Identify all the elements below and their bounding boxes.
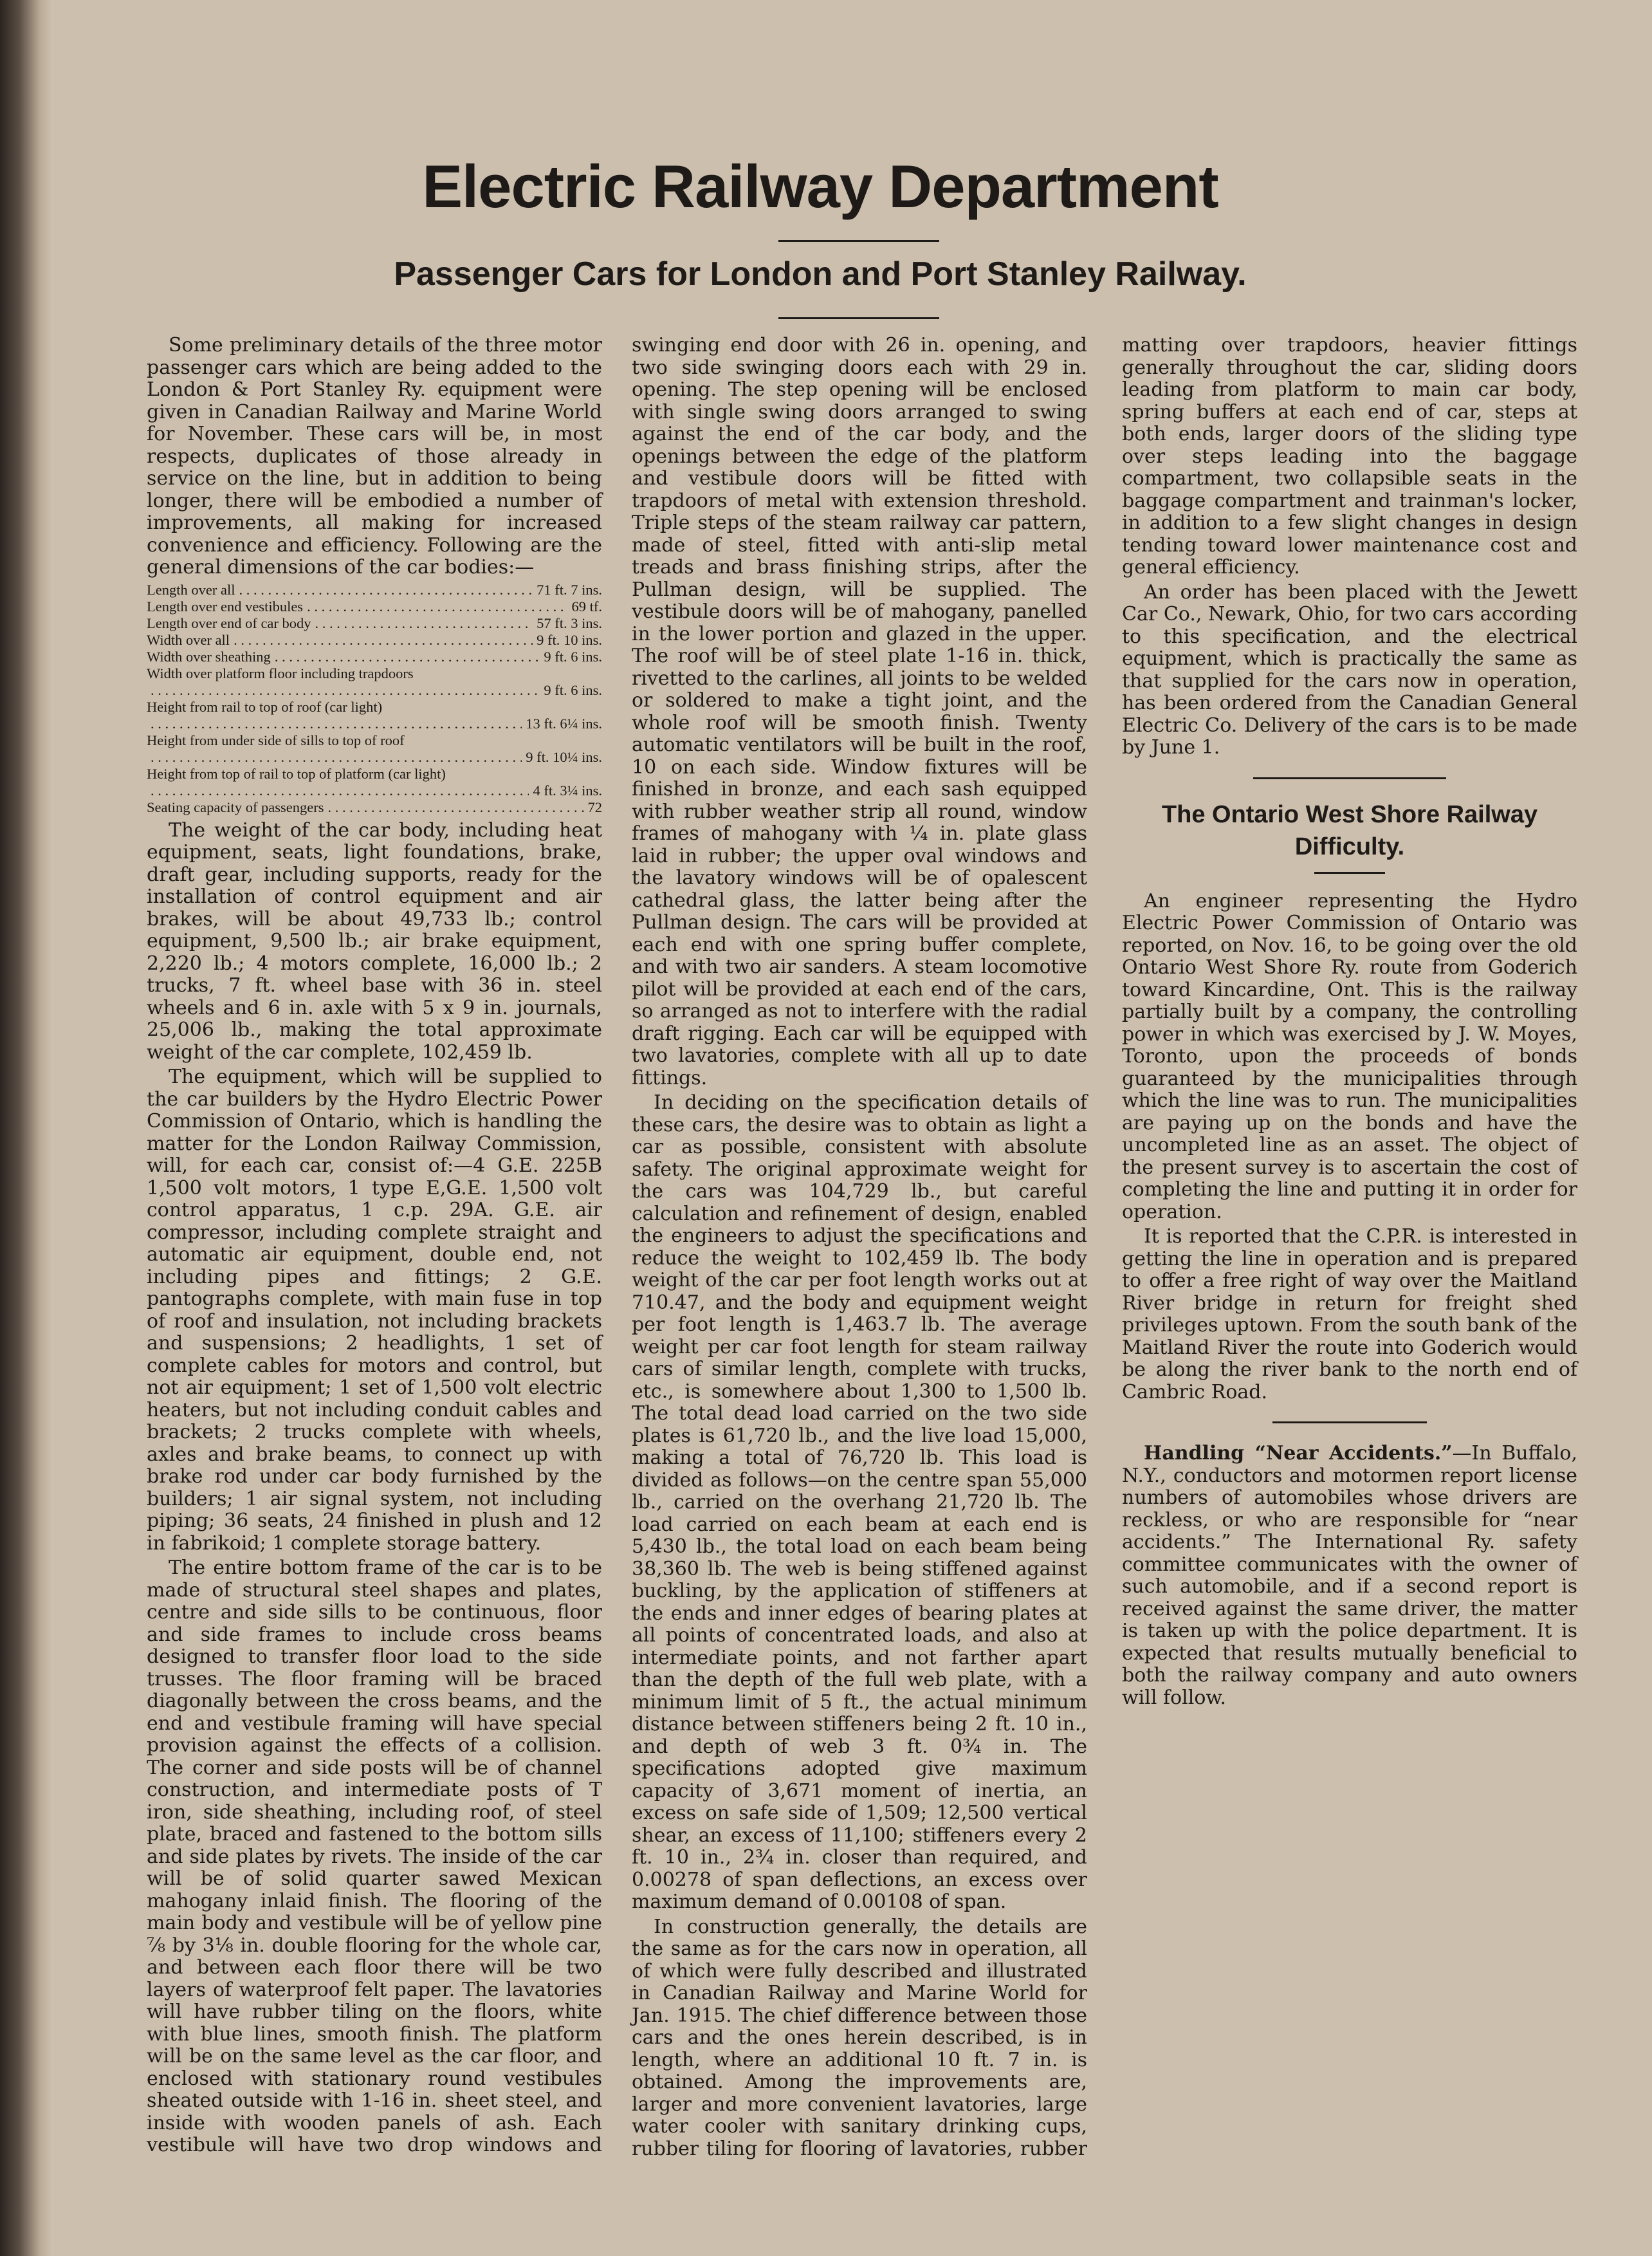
dimension-value: 72 bbox=[587, 799, 602, 815]
ontario-paragraph: It is reported that the C.P.R. is interested in getting the line in operation and is prepared to offer a free right of way over the Maitland River bridge in return for freight shed privileges uptown. From the south bank of the Maitland River the route into Goderich would be along the river bank to the north end of Cambric Road. bbox=[1122, 1225, 1577, 1403]
title-rule bbox=[778, 240, 939, 242]
near-accidents-text: —In Buffalo, N.Y., conductors and motormen report license numbers of automobiles whose drivers are reckless, or who are responsible for “near accidents.” The International Ry. safety committee communicates with the owner of such automobile, and if a second report is received against the same driver, the matter is taken up with the police department. It is expected that results mutually beneficial to both the railway company and auto owners will follow. bbox=[1122, 1442, 1577, 1709]
dimension-row bbox=[147, 632, 602, 649]
near-accidents-heading: Handling “Near Accidents.” bbox=[1144, 1442, 1453, 1465]
body-paragraph: An order has been placed with the Jewett Car Co., Newark, Ohio, for two cars according to this specification, and the electrical equipment, which is practically the same as that supplied for the cars now in operation, has been ordered from the Canadian General Electric Co. Delivery of the cars is to be made by June 1. bbox=[1122, 580, 1577, 759]
dimension-value: 9 ft. 6 ins. bbox=[544, 648, 602, 665]
ontario-paragraph: An engineer representing the Hydro Electric Power Commission of Ontario was reported, on Nov. 16, to be going over the old Ontario West Shore Ry. route from Goderich toward Kincardine, Ont. This is the railway partially built by a company, the controlling power in which was exercised by J. W. Moyes, Toronto, upon the proceeds of bonds guaranteed by the municipalities through which the line was to run. The municipalities are paying up on the bonds and have the uncompleted line as an asset. The object of the present survey is to ascertain the cost of completing the line and putting it in order for operation. bbox=[1122, 889, 1577, 1223]
dimension-value: 13 ft. 6¼ ins. bbox=[526, 715, 602, 732]
dimension-label: Height from top of rail to top of platform (car light) bbox=[147, 765, 446, 782]
dimension-row bbox=[147, 682, 602, 699]
dimension-value: 69 tf. bbox=[571, 598, 602, 615]
dimension-row bbox=[147, 649, 602, 665]
dimension-value: 4 ft. 3¼ ins. bbox=[533, 782, 602, 799]
section-rule bbox=[1314, 872, 1385, 874]
dimension-label: Length over end of car body bbox=[147, 615, 311, 631]
section-rule bbox=[1272, 1421, 1427, 1423]
body-paragraph: matting over trapdoors, heavier fittings generally throughout the car, sliding doors leading from platform to main car body, spring buffers at each end of car, steps at both ends, larger doors of the sliding type over steps leading into the baggage compartment, two collapsible seats in the baggage compartment and trainman's locker, in addition to a few slight changes in design tending toward lower maintenance cost and general efficiency. bbox=[1122, 334, 1577, 578]
dimension-value: 9 ft. 10 ins. bbox=[537, 631, 602, 648]
dimension-label: Height from rail to top of roof (car light) bbox=[147, 698, 383, 715]
body-paragraph: The weight of the car body, including heat equipment, seats, light foundations, brake, draft gear, including supports, ready for the installation of control equipment and air brakes, will be about 49,733 lb.; control equipment, 9,500 lb.; air brake equipment, 2,220 lb.; 4 motors complete, 16,000 lb.; 2 trucks, 7 ft. wheel base with 36 in. steel wheels and 6 in. axle with 5 x 9 in. journals, 25,006 lb., making the total approximate weight of the car complete, 102,459 lb. bbox=[147, 818, 602, 1064]
book-binding-edge bbox=[0, 0, 51, 2256]
body-paragraph: The equipment, which will be supplied to the car builders by the Hydro Electric Power Commission of Ontario, which is handling the matter for the London Railway Commission, will, for each car, consist of:—4 G.E. 225B 1,500 volt motors, 1 type E,G.E. 1,500 volt control apparatus, 1 c.p. 29A. G.E. air compressor, including complete straight and automatic air equipment, double end, not including pipes and fittings; 2 G.E. pantographs complete, with main fuse in top of roof and insulation, not including brackets and suspensions; 2 headlights, 1 set of complete cables for motors and control, but not air equipment; 1 set of 1,500 volt electric heaters, but not including conduit cables and brackets; 2 trucks complete with wheels, axles and brake beams, to connect up with brake rod under car body furnished by the builders; 1 air signal system, not including piping; 36 seats, 24 finished in plush and 12 in fabrikoid; 1 complete storage battery. bbox=[147, 1066, 602, 1555]
column-3 bbox=[1122, 335, 1577, 1712]
dimension-label: Width over all bbox=[147, 631, 230, 648]
dimension-label: Width over platform floor including trapdoors bbox=[147, 665, 414, 681]
dimension-row bbox=[147, 749, 602, 766]
dimension-row bbox=[147, 716, 602, 732]
dimension-row bbox=[147, 799, 602, 816]
ontario-section-title: The Ontario West Shore Railway Difficulty. bbox=[1161, 800, 1538, 860]
dimension-value: 71 ft. 7 ins. bbox=[537, 581, 602, 598]
dimension-label: Seating capacity of passengers bbox=[147, 799, 324, 815]
dimension-row bbox=[147, 782, 602, 799]
body-paragraph: The entire bottom frame of the car is to be made of structural steel shapes and plates, centre and side sills to be continuous, floor and side frames to include cross beams designed to transfer floor load to the side trusses. The floor framing will be braced diagonally between the cross beams, and the end and vestibule framing will have special provision against the effects of a collision. The corner and side posts will be of channel construction, and intermediate posts of T iron, side sheathing, including roof, of steel plate, braced and fastened to the bottom sills and side plates by rivets. The inside of the car will be of solid quarter sawed Mexican mahogany inlaid finish. The flooring of the main body and vestibule will be of yellow pine ⅞ by 3⅛ in. double flooring for the whole car, and between each floor there will be two layers of waterproof felt paper. The lavatories will have rubber tiling on the floors, white with blue lines, smooth finish. The platform will be on the same level as the car floor, and enclosed with stationary round vestibules sheated outside with 1-16 in. sheet steel, and inside with wooden panels of ash. Each vestibule will have two drop windows and bbox=[147, 1557, 602, 2156]
body-paragraph: In construction generally, the details are the same as for the cars now in operation, all of which were fully described and illustrated in Canadian Railway and Marine World for Jan. 1915. The chief difference between those cars and the ones herein described, is in length, where an additional 10 ft. 7 in. is obtained. Among the improvements are, larger and more convenient lavatories, large water cooler with sanitary drinking cups, rubber tiling for flooring of lavatories, rubber bbox=[632, 1915, 1087, 2160]
dimension-label: Length over end vestibules bbox=[147, 598, 304, 615]
page-title: Electric Railway Department bbox=[422, 153, 1218, 220]
dimension-value: 9 ft. 10¼ ins. bbox=[526, 748, 602, 765]
dimension-value: 9 ft. 6 ins. bbox=[544, 681, 602, 698]
dimension-row bbox=[147, 615, 602, 632]
dimension-row bbox=[147, 598, 602, 615]
article-subtitle: Passenger Cars for London and Port Stanley Railway. bbox=[394, 255, 1247, 293]
section-rule bbox=[1253, 777, 1446, 779]
intro-paragraph: Some preliminary details of the three motor passenger cars which are being added to the London & Port Stanley Ry. equipment were given in Canadian Railway and Marine World for November. These cars will be, in most respects, duplicates of those already in service on the line, but in addition to being longer, there will be embodied a number of improvements, all making for increased convenience and efficiency. Following are the general dimensions of the car bodies:— bbox=[147, 334, 602, 578]
dimension-label: Height from under side of sills to top of roof bbox=[147, 732, 405, 748]
dimension-label: Length over all bbox=[147, 581, 235, 598]
column-2 bbox=[632, 335, 1087, 2163]
body-paragraph: In deciding on the specification details of these cars, the desire was to obtain as light a car as possible, consistent with absolute safety. The original approximate weight for the cars was 104,729 lb., but careful calculation and refinement of design, enabled the engineers to adjust the specifications and reduce the weight to 102,459 lb. The body weight of the car per foot length works out at 710.47, and the body and equipment weight per foot length is 1,463.7 lb. The average weight per car foot length for steam railway cars of similar length, complete with trucks, etc., is somewhere about 1,300 to 1,500 lb. The total dead load carried on the two side plates is 61,720 lb., and the live load 15,000, making a total of 76,720 lb. This load is divided as follows—on the centre span 55,000 lb., carried on the overhang 21,720 lb. The load carried on each beam at each end is 5,430 lb., the total load on each beam being 38,360 lb. The web is being stiffened against buckling, by the application of stiffeners at the ends and inner edges of bearing plates at all points of concentrated loads, and also at intermediate points, and not farther apart than the depth of the full web plate, with a minimum limit of 5 ft., the actual minimum distance between stiffeners being 2 ft. 10 in., and depth of web 3 ft. 0¾ in. The specifications adopted give maximum capacity of 3,671 moment of inertia, an excess on safe side of 1,509; 12,500 vertical shear, an excess of 11,100; stiffeners every 2 ft. 10 in., 2¾ in. closer than required, and 0.00278 of span deflections, an excess over maximum demand of 0.00108 of span. bbox=[632, 1091, 1087, 1913]
near-accidents-paragraph bbox=[1122, 1443, 1577, 1709]
body-paragraph: swinging end door with 26 in. opening, and two side swinging doors each with 29 in. opening. The step opening will be enclosed with single swing doors arranged to swing against the end of the car body, and the openings between the edge of the platform and vestibule doors will be fitted with trapdoors of metal with extension threshold. Triple steps of the steam railway car pattern, made of steel, fitted with anti-slip metal treads and brass finishing strips, after the Pullman design, will be supplied. The vestibule doors will be of mahogany, panelled in the lower portion and glazed in the upper. The roof will be of steel plate 1-16 in. thick, rivetted to the carlines, all joints to be welded or soldered to make a tight joint, and the whole roof will be smooth finish. Twenty automatic ventilators will be built in the roof, 10 on each side. Window fixtures will be finished in bronze, and each sash equipped with rubber weather strip all round, window frames of mahogany with ¼ in. plate glass laid in rubber; the upper oval windows and the lavatory windows will be of opalescent cathedral glass, the latter being after the Pullman design. The cars will be provided at each end with one spring buffer complete, and with two air sanders. A steam locomotive pilot will be provided at each end of the cars, so arranged as not to interfere with the radial draft rigging. Each car will be equipped with two lavatories, complete with all up to date fittings. bbox=[632, 334, 1087, 1089]
dimension-value: 57 ft. 3 ins. bbox=[537, 615, 602, 631]
dimension-row bbox=[147, 582, 602, 598]
dimension-label: Width over sheathing bbox=[147, 648, 271, 665]
dimensions-table bbox=[147, 582, 602, 816]
subtitle-rule bbox=[778, 317, 939, 319]
column-1 bbox=[147, 335, 602, 2159]
